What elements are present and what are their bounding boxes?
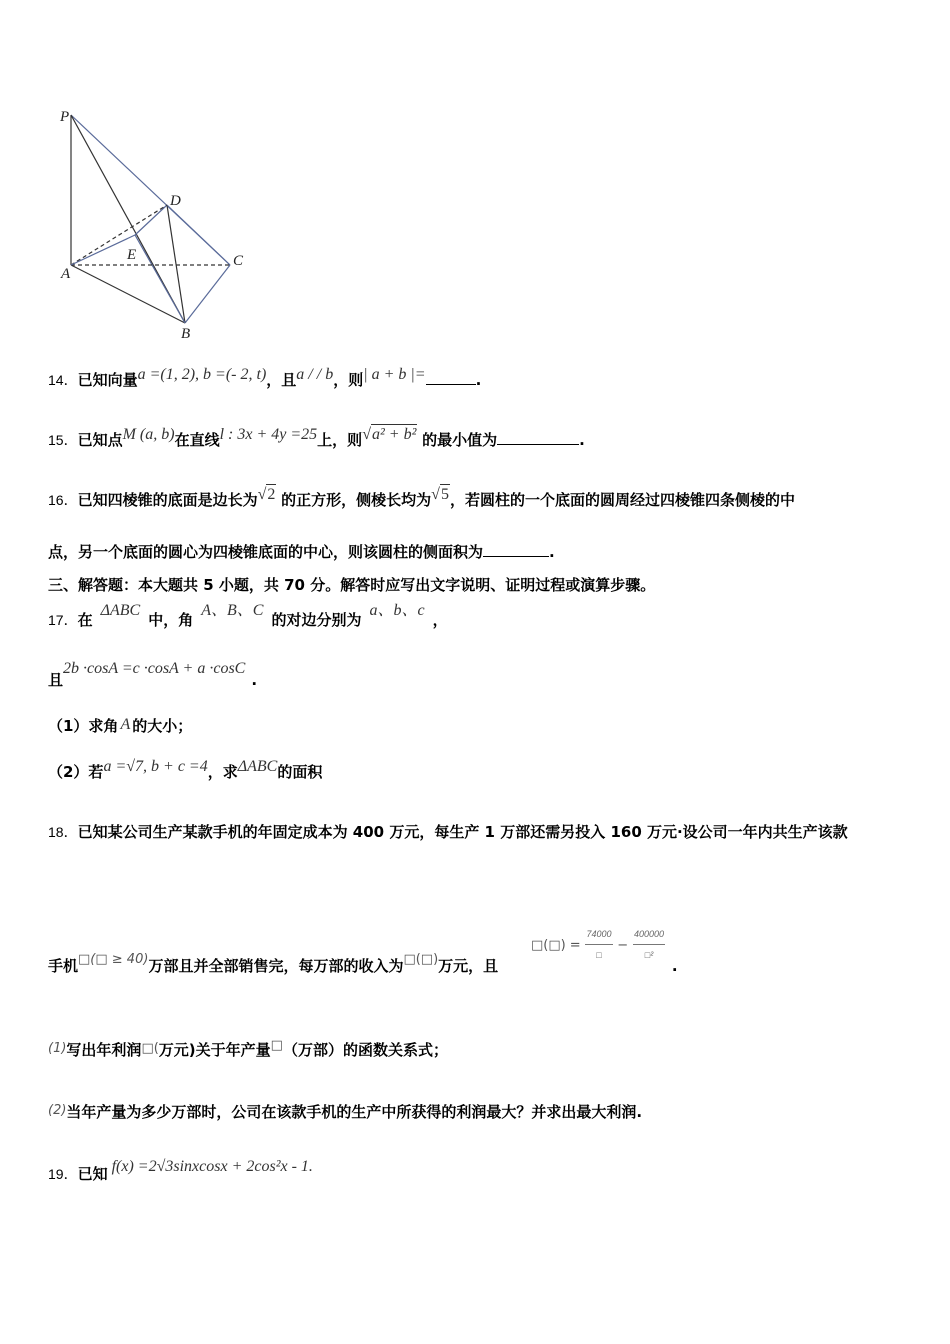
question-18-line2: 手机□(□ ≥ 40)万部且并全部销售完，每万部的收入为□(□)万元，且 □(□) = $\frac{74000}{□}$ − $\frac{400000}{\text{□²}}$ .	[48, 946, 678, 987]
question-14: 14．已知向量a =(1, 2), b =(- 2, t)，且a / / b，则| a + b |= .	[48, 366, 482, 389]
label-P: P	[60, 109, 70, 125]
pyramid-figure	[55, 95, 265, 345]
label-D: D	[170, 193, 181, 209]
question-17-part1: （1）求角 A 的大小；	[48, 716, 193, 735]
q14-math-vectors: a =(1, 2), b =(- 2, t)	[137, 366, 267, 383]
question-17-part2: （2）若a =√7, b + c =4，求ΔABC的面积	[48, 758, 323, 781]
question-16-line1: 16．已知四棱锥的底面是边长为√2 的正方形，侧棱长均为√5，若圆柱的一个底面的圆周经过四棱锥四条侧棱的中	[48, 486, 795, 509]
question-19: 19．已知 f(x) =2√3sinxcosx + 2cos²x - 1.	[48, 1158, 313, 1183]
question-16-line2: 点，另一个底面的圆心为四棱锥底面的中心，则该圆柱的侧面积为 .	[48, 543, 555, 561]
edge-DC	[167, 205, 230, 265]
question-17: 17．在ΔABC中，角A、B、C的对边分别为a、b、c，	[48, 602, 448, 629]
question-18-part1: (1)写出年利润□(万元)关于年产量□（万部）的函数关系式；	[48, 1038, 448, 1059]
question-15: 15．已知点M (a, b)在直线l : 3x + 4y =25上，则√a² + b² 的最小值为 .	[48, 426, 585, 449]
label-C: C	[233, 253, 244, 269]
question-18-part2: (2)当年产量为多少万部时，公司在该款手机的生产中所获得的利润最大？并求出最大利润.	[48, 1103, 643, 1121]
answer-blank	[497, 430, 579, 445]
edge-AE	[71, 235, 135, 265]
answer-blank	[426, 370, 476, 385]
label-E: E	[127, 247, 137, 263]
answer-blank	[483, 542, 549, 557]
label-A: A	[61, 266, 71, 282]
revenue-formula: □(□) = $\frac{74000}{□}$ − $\frac{400000}{\text{□²}}$	[531, 935, 670, 953]
edge-BC	[185, 265, 230, 323]
question-17-condition: 且2b ·cosA =c ·cosA + a ·cosC.	[48, 660, 258, 689]
question-18-line1: 18．已知某公司生产某款手机的年固定成本为 400 万元，每生产 1 万部还需另投入 160 万元·设公司一年内共生产该款	[48, 823, 848, 841]
edge-AD-dashed	[71, 205, 167, 265]
section-heading: 三、解答题：本大题共 5 小题，共 70 分。解答时应写出文字说明、证明过程或演算步骤。	[48, 576, 656, 594]
edge-ED	[135, 205, 167, 235]
label-B: B	[181, 326, 191, 342]
edge-DB	[167, 205, 185, 323]
